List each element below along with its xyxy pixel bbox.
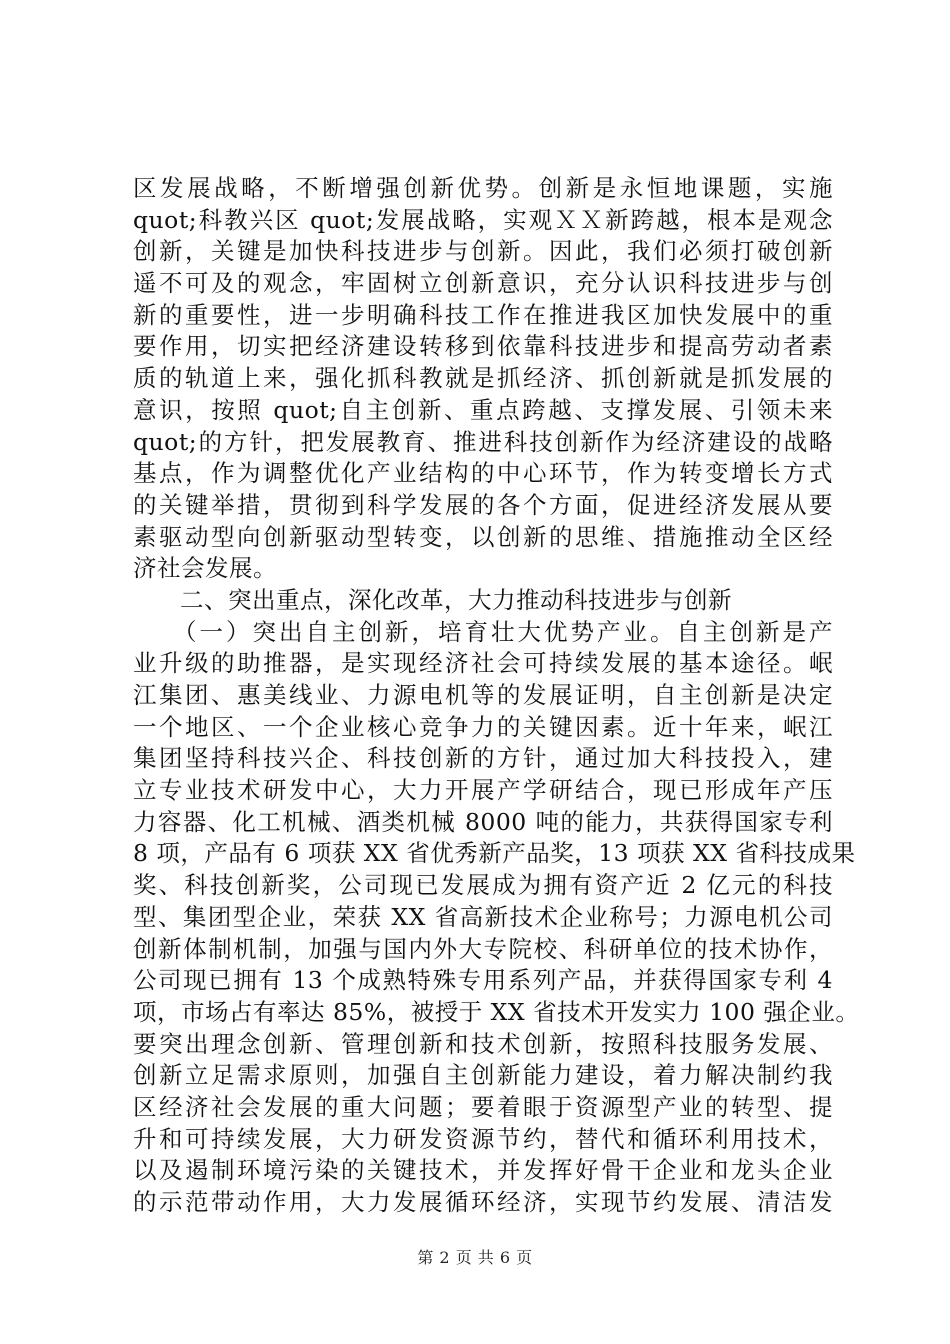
text-line: 业升级的助推器，是实现经济社会可持续发展的基本途径。岷 xyxy=(133,649,833,678)
text-line: 8 项，产品有 6 项获 XX 省优秀新产品奖，13 项获 XX 省科技成果 xyxy=(133,839,856,868)
text-line: 遥不可及的观念，牢固树立创新意识，充分认识科技进步与创 xyxy=(133,269,833,298)
text-line: 区经济社会发展的重大问题；要着眼于资源型产业的转型、提 xyxy=(133,1092,833,1121)
text-line: 公司现已拥有 13 个成熟特殊专用系列产品，并获得国家专利 4 xyxy=(133,966,833,995)
text-line: 创新，关键是加快科技进步与创新。因此，我们必须打破创新 xyxy=(133,237,833,266)
text-line: 质的轨道上来，强化抓科教就是抓经济、抓创新就是抓发展的 xyxy=(133,364,833,393)
text-line: 要突出理念创新、管理创新和技术创新，按照科技服务发展、 xyxy=(133,1029,833,1058)
text-line: 江集团、惠美线业、力源电机等的发展证明，自主创新是决定 xyxy=(133,681,833,709)
text-line: 的关键举措，贯彻到科学发展的各个方面，促进经济发展从要 xyxy=(133,490,833,519)
text-line: 项，市场占有率达 85%，被授于 XX 省技术开发实力 100 强企业。 xyxy=(133,997,860,1026)
text-line: 创新立足需求原则，加强自主创新能力建设，着力解决制约我 xyxy=(133,1061,833,1090)
text-line: 的示范带动作用，大力发展循环经济，实现节约发展、清洁发 xyxy=(133,1188,833,1216)
text-line: 集团坚持科技兴企、科技创新的方针，通过加大科技投入，建 xyxy=(133,744,833,773)
text-line: 新的重要性，进一步明确科技工作在推进我区加快发展中的重 xyxy=(133,300,833,329)
text-line: quot;科教兴区 quot;发展战略，实观ＸＸ新跨越，根本是观念 xyxy=(133,205,833,234)
text-line: 基点，作为调整优化产业结构的中心环节，作为转变增长方式 xyxy=(133,459,833,488)
text-line: 立专业技术研发中心，大力开展产学研结合，现已形成年产压 xyxy=(133,776,833,805)
text-line: 创新体制机制，加强与国内外大专院校、科研单位的技术协作， xyxy=(133,934,833,963)
text-line: 奖、科技创新奖，公司现已发展成为拥有资产近 2 亿元的科技 xyxy=(133,871,833,900)
text-line: 二、突出重点，深化改革，大力推动科技进步与创新 xyxy=(180,585,732,614)
text-line: （一）突出自主创新，培育壮大优势产业。自主创新是产 xyxy=(173,617,833,646)
text-line: 意识，按照 quot;自主创新、重点跨越、支撑发展、引领未来 xyxy=(133,395,833,424)
text-line: 以及遏制环境污染的关键技术，并发挥好骨干企业和龙头企业 xyxy=(133,1156,833,1185)
page-footer: 第 2 页 共 6 页 xyxy=(417,1248,533,1267)
text-line: 升和可持续发展，大力研发资源节约，替代和循环利用技术， xyxy=(133,1124,833,1153)
text-line: 素驱动型向创新驱动型转变，以创新的思维、措施推动全区经 xyxy=(133,522,833,551)
text-line: 力容器、化工机械、酒类机械 8000 吨的能力，共获得国家专利 xyxy=(133,807,833,836)
document-body xyxy=(133,173,860,1219)
text-line: 型、集团型企业，荣获 XX 省高新技术企业称号；力源电机公司 xyxy=(133,902,833,931)
text-line: 区发展战略，不断增强创新优势。创新是永恒地课题，实施 xyxy=(133,174,833,202)
text-line: 济社会发展。 xyxy=(133,554,277,583)
text-line: 要作用，切实把经济建设转移到依靠科技进步和提高劳动者素 xyxy=(133,332,833,361)
text-line: 一个地区、一个企业核心竞争力的关键因素。近十年来，岷江 xyxy=(133,712,833,741)
text-line: quot;的方针，把发展教育、推进科技创新作为经济建设的战略 xyxy=(133,427,833,456)
